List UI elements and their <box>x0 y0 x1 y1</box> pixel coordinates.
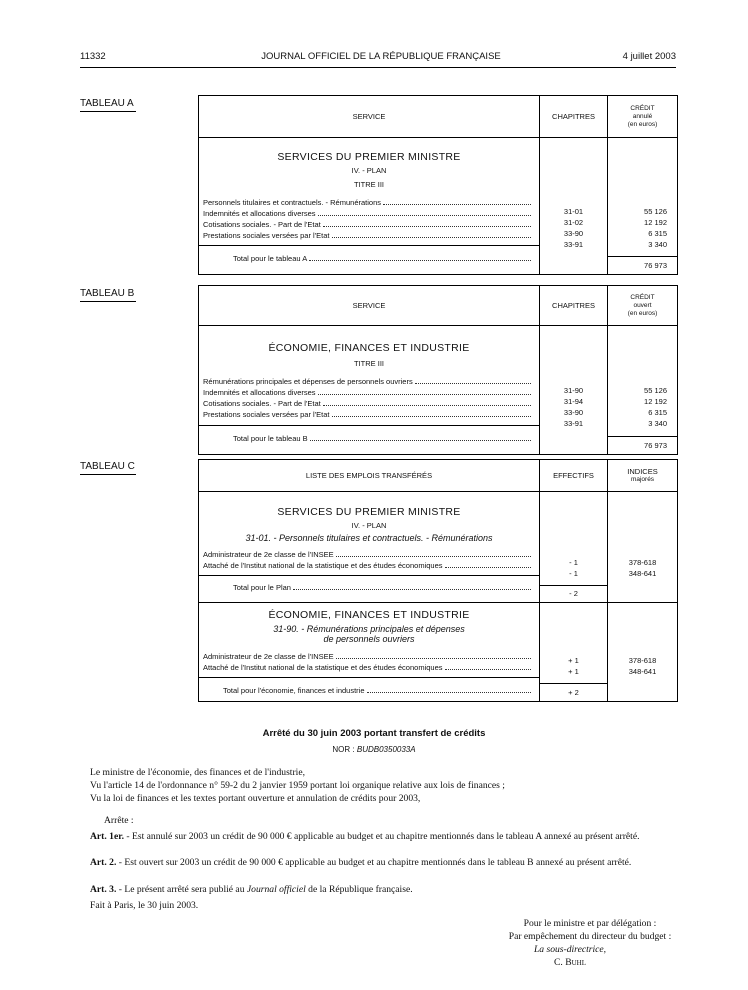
tableau-b-body <box>199 326 540 455</box>
tableau-c <box>198 459 678 702</box>
col-liste: LISTE DES EMPLOIS TRANSFÉRÉS <box>199 460 540 492</box>
chapter-heading: 31-90. - Rémunérations principales et dépenses <box>273 624 465 634</box>
table-row: Rémunérations principales et dépenses de personnels ouvriers <box>199 375 539 386</box>
tableau-c-label: TABLEAU C <box>80 461 135 472</box>
table-row: Personnels titulaires et contractuels. - Rémunérations <box>199 196 539 207</box>
table-row: Indemnités et allocations diverses <box>199 207 539 218</box>
section-subtitle: IV. - PLAN <box>351 521 387 530</box>
col-chapitres: CHAPITRES <box>540 286 608 326</box>
page-number: 11332 <box>80 51 106 62</box>
total-value: 76 973 <box>608 256 677 274</box>
col-effectifs: EFFECTIFS <box>540 460 608 492</box>
signatory-name: C. Buhl <box>554 957 586 968</box>
total-row: Total pour le tableau B <box>199 425 539 443</box>
credit-column: 55 126 12 192 6 315 3 340 76 973 <box>608 138 678 275</box>
table-row: Prestations sociales versées par l'Etat <box>199 229 539 240</box>
journal-title: JOURNAL OFFICIEL DE LA RÉPUBLIQUE FRANÇAISE <box>261 51 501 62</box>
col-indices: INDICES majorés <box>608 460 678 492</box>
total-value: 76 973 <box>608 436 677 454</box>
table-row: Attaché de l'Institut national de la statistique et des études économiques <box>199 559 539 570</box>
indices-column: 378-618 348-641 <box>608 603 678 702</box>
col-service: SERVICE <box>199 286 540 326</box>
signature-line-1: Pour le ministre et par délégation : <box>523 918 657 929</box>
table-row: Prestations sociales versées par l'Etat <box>199 408 539 419</box>
col-chapitres: CHAPITRES <box>540 96 608 138</box>
table-row: Indemnités et allocations diverses <box>199 386 539 397</box>
arrete-title: Arrêté du 30 juin 2003 portant transfert de crédits <box>262 728 486 739</box>
chapter-heading-cont: de personnels ouvriers <box>323 634 415 644</box>
section-subtitle: IV. - PLAN <box>351 166 387 175</box>
total-value: + 2 <box>540 683 607 701</box>
tableau-a-body <box>199 138 540 275</box>
section-title: SERVICES DU PREMIER MINISTRE <box>277 151 461 163</box>
table-row: Attaché de l'Institut national de la statistique et des études économiques <box>199 661 539 672</box>
section-title: ÉCONOMIE, FINANCES ET INDUSTRIE <box>268 342 470 354</box>
chapitres-column: 31-01 31-02 33-90 33-91 <box>540 138 608 275</box>
total-row: Total pour l'économie, finances et industrie <box>199 677 539 695</box>
article-1: Art. 1er. - Est annulé sur 2003 un crédit de 90 000 € applicable au budget et au chapitre mentionnés dans le tableau A annexé au présent arrêté. <box>90 831 640 842</box>
total-value: - 2 <box>540 585 607 602</box>
effectifs-column: + 1 + 1 + 2 <box>540 603 608 702</box>
tableau-a-underline <box>80 111 136 112</box>
tableau-a-label: TABLEAU A <box>80 98 134 109</box>
nor-reference: NOR : BUDB0350033A <box>332 745 416 754</box>
col-credit: CRÉDIT ouvert (en euros) <box>608 286 678 326</box>
table-row: Cotisations sociales. - Part de l'Etat <box>199 397 539 408</box>
tableau-b <box>198 285 678 455</box>
issue-date: 4 juillet 2003 <box>622 51 676 62</box>
intro-line-3: Vu la loi de finances et les textes portant ouverture et annulation de crédits pour 2003, <box>90 793 421 804</box>
tableau-c-underline <box>80 474 136 475</box>
table-row: Administrateur de 2e classe de l'INSEE <box>199 650 539 661</box>
tableau-c-section-2 <box>199 603 540 702</box>
tableau-a <box>198 95 678 275</box>
header-rule <box>80 67 676 68</box>
intro-line-2: Vu l'article 14 de l'ordonnance n° 59-2 du 2 janvier 1959 portant loi organique relative aux lois de finances ; <box>90 780 505 791</box>
indices-column: 378-618 348-641 <box>608 492 678 603</box>
chapter-heading: 31-01. - Personnels titulaires et contractuels. - Rémunérations <box>245 533 493 543</box>
fait-a-paris: Fait à Paris, le 30 juin 2003. <box>90 900 199 911</box>
total-row: Total pour le Plan <box>199 575 539 592</box>
tableau-b-underline <box>80 301 136 302</box>
titre-label: TITRE III <box>354 180 384 189</box>
chapitres-column: 31-90 31-94 33-90 33-91 <box>540 326 608 455</box>
table-row: Cotisations sociales. - Part de l'Etat <box>199 218 539 229</box>
signature-line-2: Par empêchement du directeur du budget : <box>508 931 672 942</box>
total-row: Total pour le tableau A <box>199 245 539 263</box>
effectifs-column: - 1 - 1 - 2 <box>540 492 608 603</box>
tableau-b-label: TABLEAU B <box>80 288 135 299</box>
tableau-c-section-1 <box>199 492 540 603</box>
article-3: Art. 3. - Le présent arrêté sera publié au Journal officiel de la République française. <box>90 884 413 895</box>
signature-line-3: La sous-directrice, <box>533 944 607 955</box>
credit-column: 55 126 12 192 6 315 3 340 76 973 <box>608 326 678 455</box>
arrete-label: Arrête : <box>104 815 134 826</box>
intro-line-1: Le ministre de l'économie, des finances et de l'industrie, <box>90 767 305 778</box>
table-row: Administrateur de 2e classe de l'INSEE <box>199 548 539 559</box>
section-title: ÉCONOMIE, FINANCES ET INDUSTRIE <box>268 609 470 621</box>
article-2: Art. 2. - Est ouvert sur 2003 un crédit de 90 000 € applicable au budget et au chapitre mentionnés dans le tableau B annexé au présent arrêté. <box>90 857 632 868</box>
titre-label: TITRE III <box>354 359 384 368</box>
section-title: SERVICES DU PREMIER MINISTRE <box>277 506 461 518</box>
col-credit: CRÉDIT annulé (en euros) <box>608 96 678 138</box>
col-service: SERVICE <box>199 96 540 138</box>
